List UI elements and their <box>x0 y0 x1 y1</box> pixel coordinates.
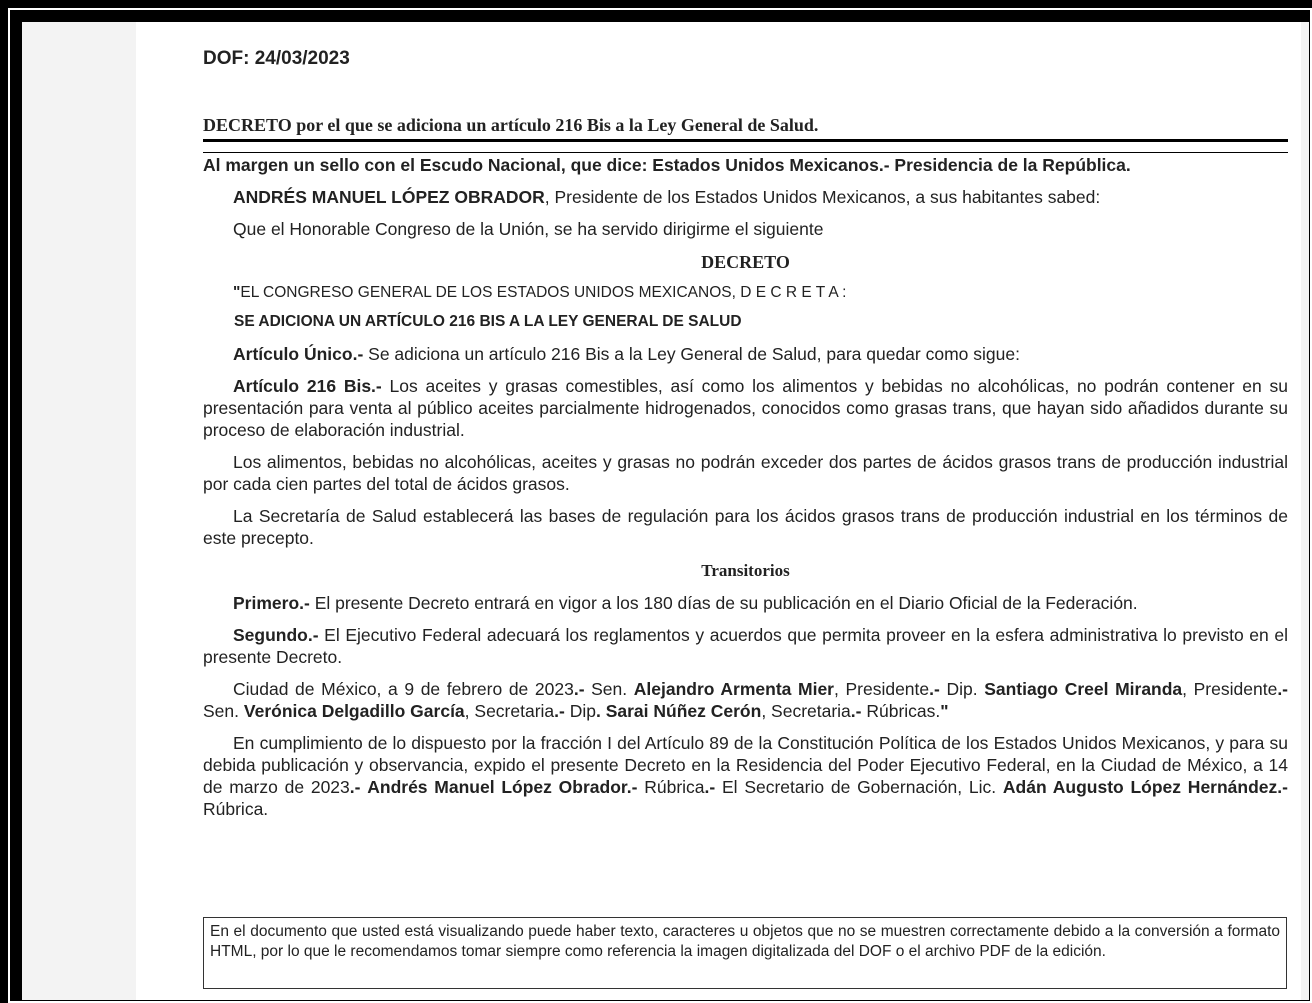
frame-inner-border <box>8 8 1312 1003</box>
president-text: , Presidente de los Estados Unidos Mexicanos, a sus habitantes sabed: <box>544 187 1101 207</box>
cumplimiento-paragraph <box>203 732 1288 820</box>
signatory-name: Santiago Creel Miranda <box>984 679 1183 699</box>
left-margin-strip <box>22 22 136 1000</box>
cumplimiento-dash: .- <box>704 777 716 797</box>
cumplimiento-text: El Secretario de Gobernación, Lic. <box>715 777 1003 797</box>
ciudad-text: Dip <box>564 701 596 721</box>
decreta-paragraph <box>203 282 1288 304</box>
ciudad-text: , Secretaria <box>761 701 851 721</box>
ciudad-text: Ciudad de México, a 9 de febrero de 2023 <box>233 679 574 699</box>
transitorios-heading: Transitorios <box>701 561 790 580</box>
decreta-quote: " <box>233 284 241 301</box>
ciudad-dash: .- <box>1277 679 1289 699</box>
ciudad-dash: .- <box>554 701 565 721</box>
primero-text: El presente Decreto entrará en vigor a los 180 días de su publicación en el Diario Oficial de la Federación. <box>309 593 1138 613</box>
segundo-label: Segundo.- <box>233 625 319 645</box>
articulo-216-text: Los aceites y grasas comestibles, así como los alimentos y bebidas no alcohólicas, no podrán contener en su presentación para venta al público aceites parcialmente hidrogenados, conocidos como grasas trans, que hayan sido añadidos durante su proceso de elaboración industrial. <box>203 376 1288 440</box>
ciudad-dash: .- <box>850 701 862 721</box>
closing-quote: " <box>940 701 949 721</box>
right-margin-strip <box>1301 22 1309 1000</box>
ciudad-text: , Presidente <box>1182 679 1278 699</box>
decreto-heading: DECRETO <box>701 252 790 272</box>
ciudad-dash: .- <box>573 679 585 699</box>
president-name: ANDRÉS MANUEL LÓPEZ OBRADOR <box>233 187 545 207</box>
ciudad-text: Rúbricas. <box>861 701 941 721</box>
ciudad-text: Sen. <box>584 679 634 699</box>
ciudad-text: , Secretaria <box>464 701 555 721</box>
cumplimiento-text: Rúbrica <box>637 777 705 797</box>
signatory-name: Andrés Manuel López Obrador <box>367 777 627 797</box>
ciudad-text: , Presidente <box>834 679 930 699</box>
conversion-notice: En el documento que usted está visualizando puede haber texto, caracteres u objetos que no se muestren correctamente debido a la conversión a formato HTML, por lo que le recomendamos tomar siempre como referencia la imagen digitalizada del DOF o el archivo PDF de la edición. <box>203 917 1287 989</box>
articulo-unico-label: Artículo Único.- <box>233 344 364 364</box>
adiciona-heading: SE ADICIONA UN ARTÍCULO 216 BIS A LA LEY GENERAL DE SALUD <box>234 313 742 330</box>
articulo-216-paragraph <box>203 375 1288 441</box>
segundo-text: El Ejecutivo Federal adecuará los reglamentos y acuerdos que permita proveer en la esfera administrativa lo previsto en el presente Decreto. <box>203 625 1288 667</box>
president-paragraph <box>203 186 1288 208</box>
ciudad-paragraph <box>203 678 1288 722</box>
cumplimiento-dash: .- <box>349 777 361 797</box>
signatory-name: Verónica Delgadillo García <box>243 701 465 721</box>
title-divider <box>203 152 1288 153</box>
ciudad-text: Dip. <box>939 679 985 699</box>
alimentos-paragraph: Los alimentos, bebidas no alcohólicas, aceites y grasas no podrán exceder dos partes de ácidos grasos trans de producción industrial por cada cien partes del total de ácidos grasos. <box>203 452 1288 494</box>
publication-date: DOF: 24/03/2023 <box>203 48 350 69</box>
cumplimiento-text: En cumplimiento de lo dispuesto por la fracción I del Artículo 89 de la Constitución Política de los Estados Unidos Mexicanos, y para su debida publicación y observancia, expido el presente Decreto en la Residencia del Poder Ejecutivo Federal, en la Ciudad de México, a 14 de marzo de 2023 <box>203 733 1288 797</box>
secretaria-paragraph: La Secretaría de Salud establecerá las bases de regulación para los ácidos grasos trans de producción industrial en los términos de este precepto. <box>203 506 1288 548</box>
seal-paragraph: Al margen un sello con el Escudo Nacional, que dice: Estados Unidos Mexicanos.- Presidencia de la República. <box>203 155 1131 175</box>
ciudad-text: Sen. <box>203 701 244 721</box>
signatory-name: . Sarai Núñez Cerón <box>595 701 762 721</box>
document-page <box>22 22 1309 1000</box>
cumplimiento-text: Rúbrica. <box>203 799 269 819</box>
primero-paragraph <box>203 592 1288 614</box>
articulo-216-label: Artículo 216 Bis.- <box>233 376 382 396</box>
cumplimiento-dash: .- <box>1277 777 1288 797</box>
ciudad-dash: .- <box>929 679 940 699</box>
congress-paragraph: Que el Honorable Congreso de la Unión, se ha servido dirigirme el siguiente <box>233 219 824 239</box>
signatory-name: Adán Augusto López Hernández <box>1002 777 1278 797</box>
decreta-text: EL CONGRESO GENERAL DE LOS ESTADOS UNIDOS MEXICANOS, D E C R E T A : <box>240 284 847 301</box>
primero-label: Primero.- <box>233 593 310 613</box>
segundo-paragraph <box>203 624 1288 668</box>
articulo-unico-text: Se adiciona un artículo 216 Bis a la Ley General de Salud, para quedar como sigue: <box>363 344 1020 364</box>
decree-title: DECRETO por el que se adiciona un artículo 216 Bis a la Ley General de Salud. <box>203 114 1288 142</box>
cumplimiento-dash: .- <box>626 777 638 797</box>
signatory-name: Alejandro Armenta Mier <box>633 679 834 699</box>
articulo-unico-paragraph <box>203 343 1288 365</box>
